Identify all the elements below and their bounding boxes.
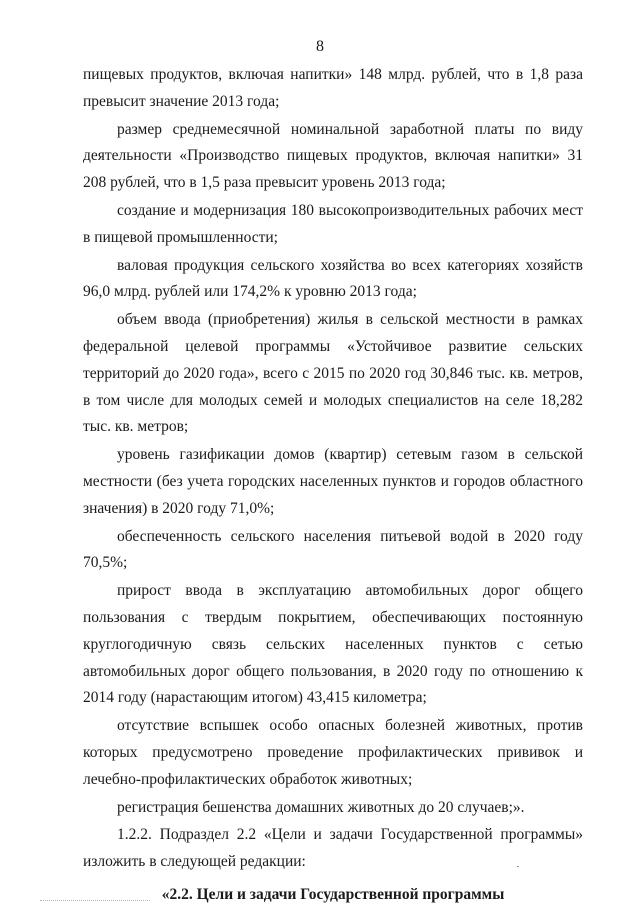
paragraph-rabies: регистрация бешенства домашних животных до 20 случаев;».	[117, 798, 525, 816]
paragraph-continuation: пищевых продуктов, включая напитки» 148 млрд. рублей, что в 1,8 раза превысит значение 2013 года;	[83, 66, 583, 110]
scan-speck	[517, 866, 519, 867]
paragraph-gross-output: валовая продукция сельского хозяйства во всех категориях хозяйств 96,0 млрд. рублей или 174,2% к уровню 2013 года;	[83, 256, 583, 301]
document-body	[83, 62, 583, 909]
paragraph-amendment: 1.2.2. Подраздел 2.2 «Цели и задачи Государственной программы» изложить в следующей редакции:	[83, 826, 583, 871]
paragraph-roads: прирост ввода в эксплуатацию автомобильных дорог общего пользования с твердым покрытием, обеспечивающих постоянную круглогодичную связь сельских населенных пунктов с сетью автомобильных дорог общего пользования, в 2020 году по отношению к 2014 году (нарастающим итогом) 43,415 километра;	[83, 582, 583, 707]
paragraph-jobs: создание и модернизация 180 высокопроизводительных рабочих мест в пищевой промышленности;	[83, 201, 583, 246]
paragraph-drinking-water: обеспеченность сельского населения питьевой водой в 2020 году 70,5%;	[83, 527, 583, 572]
page-number: 8	[316, 38, 324, 55]
paragraph-housing: объем ввода (приобретения) жилья в сельской местности в рамках федеральной целевой программы «Устойчивое развитие сельских территорий до 2020 года», всего с 2015 по 2020 год 30,846 тыс. кв. метров, в том числе для молодых семей и молодых специалистов на селе 18,282 тыс. кв. метров;	[83, 311, 583, 436]
scan-artifact	[40, 897, 150, 901]
section-heading: «2.2. Цели и задачи Государственной программы	[161, 885, 505, 903]
paragraph-gasification: уровень газификации домов (квартир) сетевым газом в сельской местности (без учета городских населенных пунктов и городов областного значения) в 2020 году 71,0%;	[83, 446, 583, 517]
paragraph-average-salary: размер среднемесячной номинальной заработной платы по виду деятельности «Производство пищевых продуктов, включая напитки» 31 208 рублей, что в 1,5 раза превысит уровень 2013 года;	[83, 120, 583, 192]
paragraph-animal-diseases: отсутствие вспышек особо опасных болезней животных, против которых предусмотрено проведение профилактических прививок и лечебно-профилактических обработок животных;	[83, 717, 583, 788]
